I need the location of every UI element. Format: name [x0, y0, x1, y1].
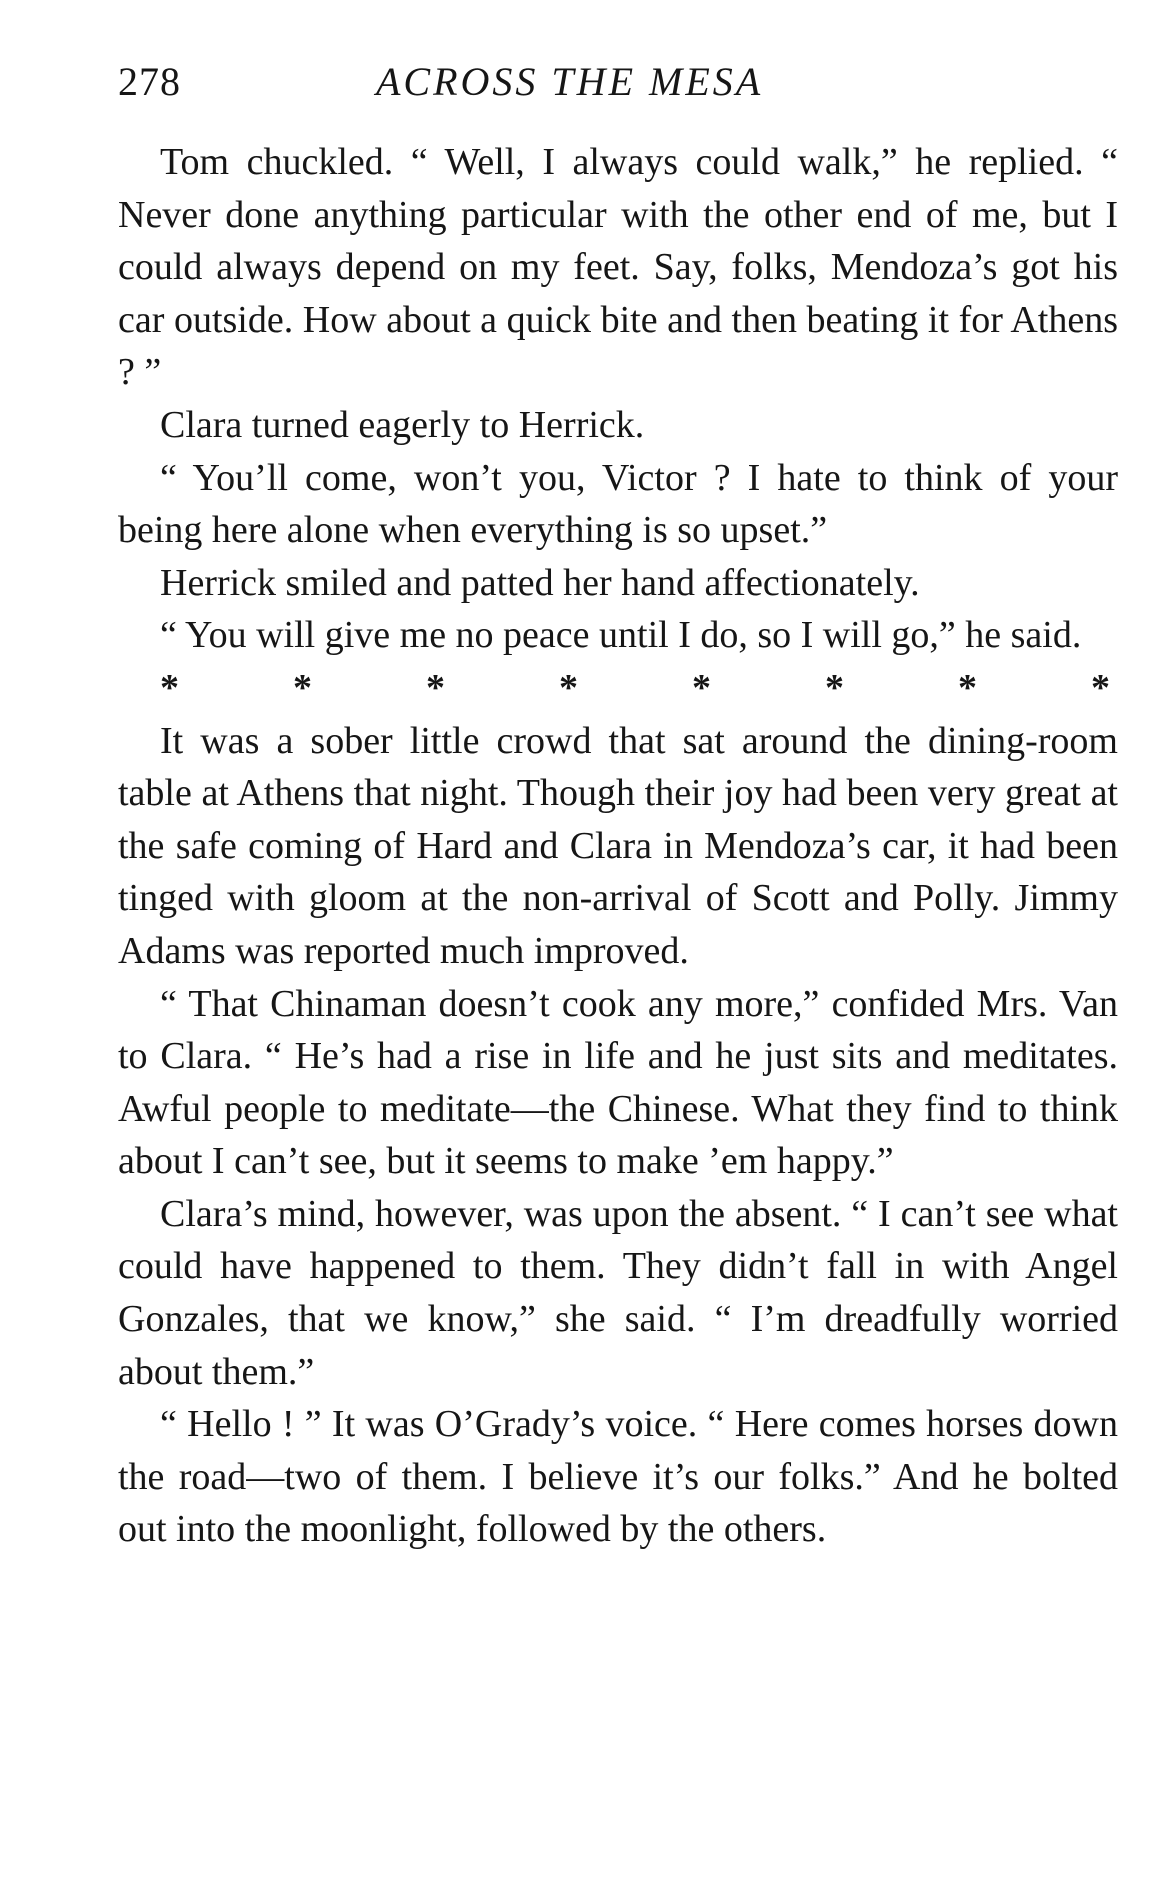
section-break-star: * [559, 666, 578, 709]
paragraph: Herrick smiled and patted her hand affectionately. [160, 561, 920, 604]
paragraph: “ That Chinaman doesn’t cook any more,” confided Mrs. Van to Clara. “ He’s had a rise in life and he just sits and meditates. Awful people to meditate—the Chinese. What they find to think about I can’t see, but it seems to make ’em happy.” [118, 982, 1118, 1183]
paragraph: Clara’s mind, however, was upon the absent. “ I can’t see what could have happened to them. They didn’t fall in with Angel Gonzales, that we know,” she said. “ I’m dreadfully worried about them.” [118, 1192, 1118, 1393]
page-header [118, 58, 1118, 118]
section-break-star: * [160, 666, 179, 709]
section-break-star: * [1091, 666, 1110, 709]
body-text [118, 136, 1118, 1556]
section-break [118, 662, 1118, 715]
running-title: ACROSS THE MESA [376, 59, 764, 104]
section-break-star: * [293, 666, 312, 709]
paragraph: Clara turned eagerly to Herrick. [160, 403, 645, 446]
section-break-star: * [825, 666, 844, 709]
section-break-star: * [426, 666, 445, 709]
paragraph: “ You will give me no peace until I do, so I will go,” he said. [160, 614, 1082, 657]
section-break-star: * [692, 666, 711, 709]
paragraph: It was a sober little crowd that sat around the dining-room table at Athens that night. Though their joy had been very great at the safe coming of Hard and Clara in Mendoza’s car, it had been tinged with gloom at the non-arrival of Scott and Polly. Jimmy Adams was reported much improved. [118, 719, 1118, 972]
paragraph: “ Hello ! ” It was O’Grady’s voice. “ Here comes horses down the road—two of them. I believe it’s our folks.” And he bolted out into the moonlight, followed by the others. [118, 1403, 1118, 1551]
paragraph: Tom chuckled. “ Well, I always could walk,” he replied. “ Never done anything particular with the other end of me, but I could always depend on my feet. Say, folks, Mendoza’s got his car outside. How about a quick bite and then beating it for Athens ? ” [118, 141, 1118, 394]
section-break-star: * [958, 666, 977, 709]
paragraph: “ You’ll come, won’t you, Victor ? I hate to think of your being here alone when everything is so upset.” [118, 456, 1118, 552]
page-number: 278 [118, 59, 181, 104]
